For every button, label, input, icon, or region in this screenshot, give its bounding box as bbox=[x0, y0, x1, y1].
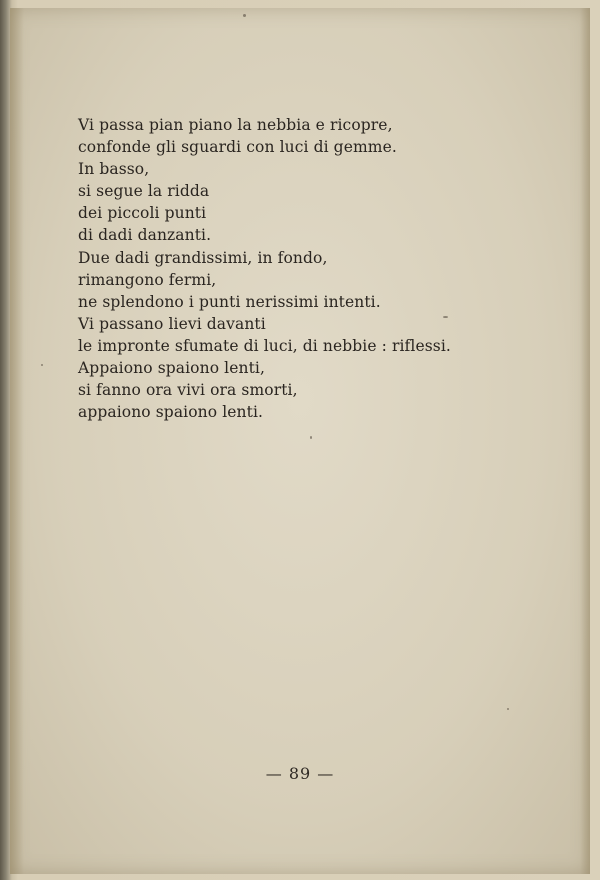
poem-line: si fanno ora vivi ora smorti, bbox=[78, 381, 298, 400]
poem-line: le impronte sfumate di luci, di nebbie : riflessi. bbox=[78, 336, 451, 355]
page-edge-shadow-right bbox=[580, 8, 590, 874]
poem-line: ne splendono i punti nerissimi intenti. bbox=[78, 292, 381, 311]
poem-line: Appaiono spaiono lenti, bbox=[78, 359, 265, 378]
poem-line: si segue la ridda bbox=[78, 182, 210, 201]
poem-line: Due dadi grandissimi, in fondo, bbox=[78, 248, 328, 267]
poem-line: appaiono spaiono lenti. bbox=[78, 403, 264, 422]
book-page bbox=[10, 8, 590, 874]
paper-speck bbox=[507, 708, 509, 710]
poem-line: Vi passano lievi davanti bbox=[78, 314, 266, 333]
poem-line: confonde gli sguardi con luci di gemme. bbox=[78, 138, 397, 157]
poem-line: dei piccoli punti bbox=[78, 204, 207, 223]
poem-line: rimangono fermi, bbox=[78, 270, 217, 289]
paper-speck bbox=[41, 364, 43, 366]
poem-line: In basso, bbox=[78, 160, 150, 179]
poem-text bbox=[78, 114, 558, 423]
paper-speck bbox=[243, 14, 246, 17]
page-edge-shadow-left bbox=[10, 8, 24, 874]
poem-line: di dadi danzanti. bbox=[78, 226, 212, 245]
poem-line: Vi passa pian piano la nebbia e ricopre, bbox=[78, 116, 393, 134]
paper-speck bbox=[443, 316, 448, 318]
page-number: — 89 — bbox=[265, 764, 335, 783]
paper-speck bbox=[310, 436, 312, 439]
